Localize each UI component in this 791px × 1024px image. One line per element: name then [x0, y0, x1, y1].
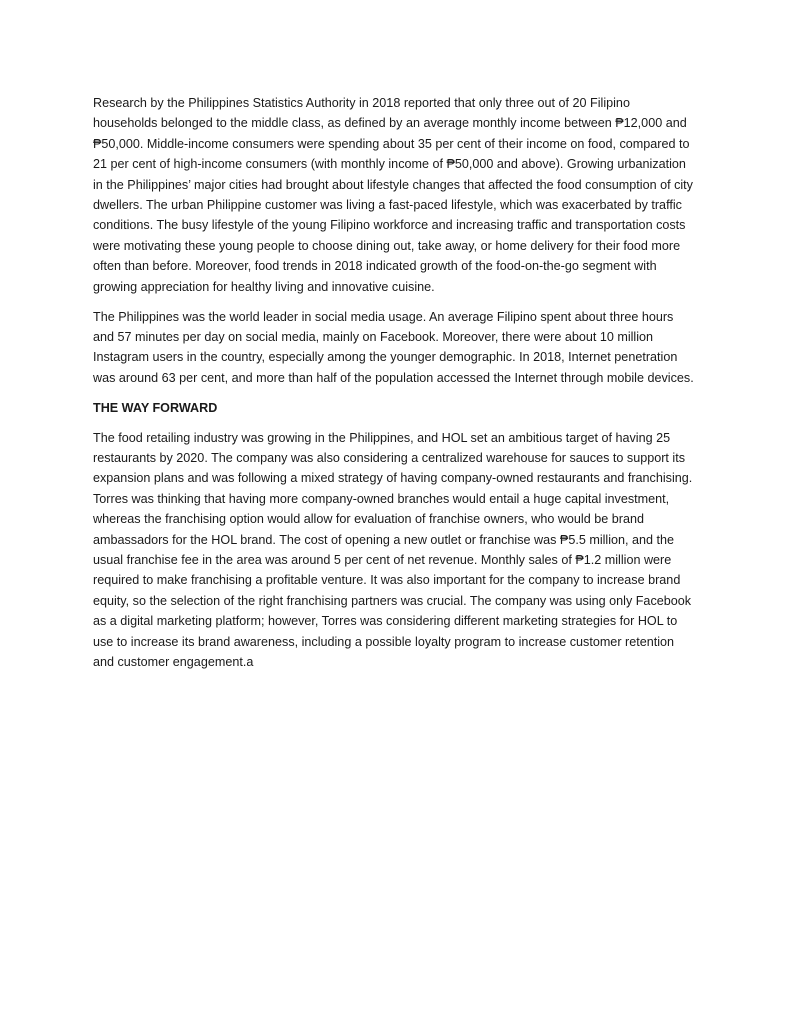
paragraph-urbanization: Research by the Philippines Statistics Authority in 2018 reported that only three out of 20 Filipino households belonged to the middle class, as defined by an average monthly income between ₱12,000 and ₱50,000. Middle-income consumers were spending about 35 per cent of their income on food, compared to 21 per cent of high-income consumers (with monthly income of ₱50,000 and above). Growing urbanization in the Philippines’ major cities had brought about lifestyle changes that affected the food consumption of city dwellers. The urban Philippine customer was living a fast-paced lifestyle, which was exacerbated by traffic conditions. The busy lifestyle of the young Filipino workforce and increasing traffic and transportation costs were motivating these young people to choose dining out, take away, or home delivery for their food more often than before. Moreover, food trends in 2018 indicated growth of the food-on-the-go segment with growing appreciation for healthy living and innovative cuisine.	[93, 96, 693, 294]
document-body	[93, 93, 697, 682]
section-heading: THE WAY FORWARD	[93, 400, 218, 415]
paragraph-way-forward: The food retailing industry was growing in the Philippines, and HOL set an ambitious target of having 25 restaurants by 2020. The company was also considering a centralized warehouse for sauces to support its expansion plans and was following a mixed strategy of having company-owned restaurants and franchising. Torres was thinking that having more company-owned branches would entail a huge capital investment, whereas the franchising option would allow for evaluation of franchise owners, who would be brand ambassadors for the HOL brand. The cost of opening a new outlet or franchise was ₱5.5 million, and the usual franchise fee in the area was around 5 per cent of net revenue. Monthly sales of ₱1.2 million were required to make franchising a profitable venture. It was also important for the company to increase brand equity, so the selection of the right franchising partners was crucial. The company was using only Facebook as a digital marketing platform; however, Torres was considering different marketing strategies for HOL to use to increase its brand awareness, including a possible loyalty program to increase customer retention and customer engagement.a	[93, 430, 693, 670]
paragraph-social-media: The Philippines was the world leader in social media usage. An average Filipino spent about three hours and 57 minutes per day on social media, mainly on Facebook. Moreover, there were about 10 million Instagram users in the country, especially among the younger demographic. In 2018, Internet penetration was around 63 per cent, and more than half of the population accessed the Internet through mobile devices.	[93, 309, 694, 385]
